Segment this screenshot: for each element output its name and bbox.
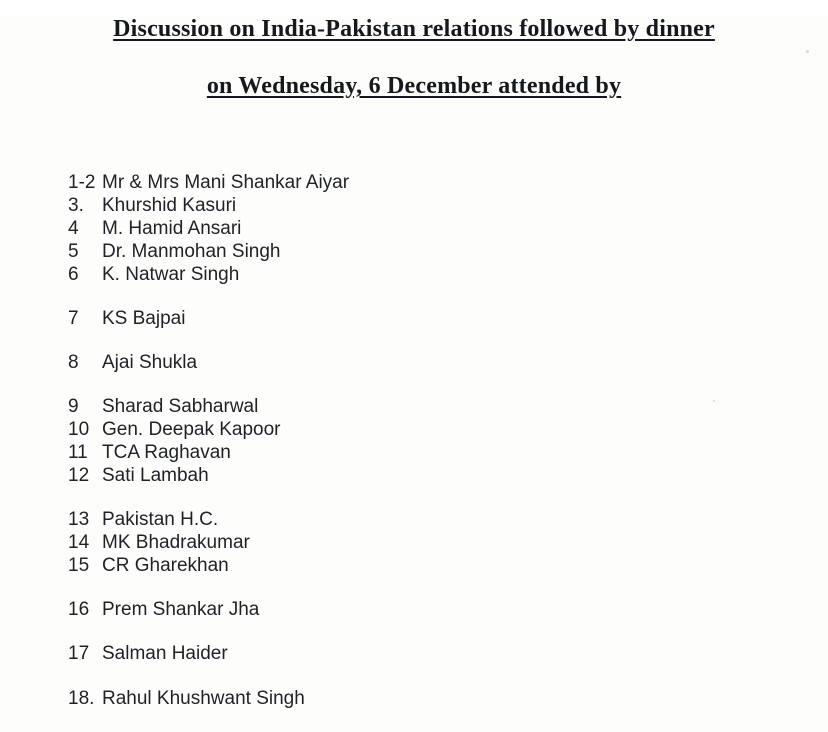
- list-item-number: 15: [68, 555, 90, 576]
- list-item: [68, 218, 708, 240]
- list-item-name: TCA Raghavan: [102, 442, 231, 463]
- list-item-number: 7: [68, 308, 79, 329]
- list-item-name: Rahul Khushwant Singh: [102, 688, 305, 709]
- list-item-name: Salman Haider: [102, 643, 228, 664]
- list-item: [68, 509, 708, 531]
- list-item: [68, 352, 708, 374]
- list-item-number: 10: [68, 419, 90, 440]
- page-title: [0, 16, 828, 100]
- list-item-number: 17: [68, 643, 90, 664]
- list-item-name: CR Gharekhan: [102, 555, 229, 576]
- title-line-1: Discussion on India-Pakistan relations followed by dinner: [113, 16, 715, 42]
- list-item-name: Sharad Sabharwal: [102, 396, 259, 417]
- list-item: [68, 396, 708, 418]
- list-item-number: 14: [68, 532, 90, 553]
- list-item-number: 4: [68, 218, 79, 239]
- list-item: [68, 599, 708, 621]
- list-item-name: Dr. Manmohan Singh: [102, 241, 281, 262]
- attendee-list: [68, 172, 708, 710]
- list-item: [68, 465, 708, 487]
- list-item-number: 1-2: [68, 172, 96, 193]
- list-item-number: 9: [68, 396, 79, 417]
- list-item-name: KS Bajpai: [102, 308, 186, 329]
- document-page: [0, 16, 828, 732]
- list-item-name: Gen. Deepak Kapoor: [102, 419, 281, 440]
- list-item: [68, 241, 708, 263]
- list-item: [68, 308, 708, 330]
- list-item-number: 6: [68, 264, 79, 285]
- list-item-number: 11: [68, 442, 88, 463]
- list-item-name: K. Natwar Singh: [102, 264, 240, 285]
- list-item-name: Mr & Mrs Mani Shankar Aiyar: [102, 172, 350, 193]
- list-item: [68, 688, 708, 710]
- list-item-number: 8: [68, 352, 79, 373]
- list-item-name: Sati Lambah: [102, 465, 209, 486]
- list-item-number: 18.: [68, 688, 95, 709]
- list-item: [68, 532, 708, 554]
- list-item-number: 12: [68, 465, 90, 486]
- list-item-number: 5: [68, 241, 79, 262]
- list-item-number: 13: [68, 509, 90, 530]
- list-item-name: Khurshid Kasuri: [102, 195, 237, 216]
- list-item-name: Prem Shankar Jha: [102, 599, 260, 620]
- list-item-name: MK Bhadrakumar: [102, 532, 250, 553]
- list-item-name: Ajai Shukla: [102, 352, 198, 373]
- list-item: [68, 264, 708, 286]
- list-item: [68, 643, 708, 665]
- title-line-2: on Wednesday, 6 December attended by: [206, 73, 622, 99]
- list-item-name: Pakistan H.C.: [102, 509, 219, 530]
- list-item: [68, 195, 708, 217]
- list-item: [68, 442, 708, 464]
- list-item-number: 3.: [68, 195, 84, 216]
- list-item: [68, 419, 708, 441]
- list-item: [68, 555, 708, 577]
- list-item-name: M. Hamid Ansari: [102, 218, 242, 239]
- list-item: [68, 172, 708, 194]
- list-item-number: 16: [68, 599, 90, 620]
